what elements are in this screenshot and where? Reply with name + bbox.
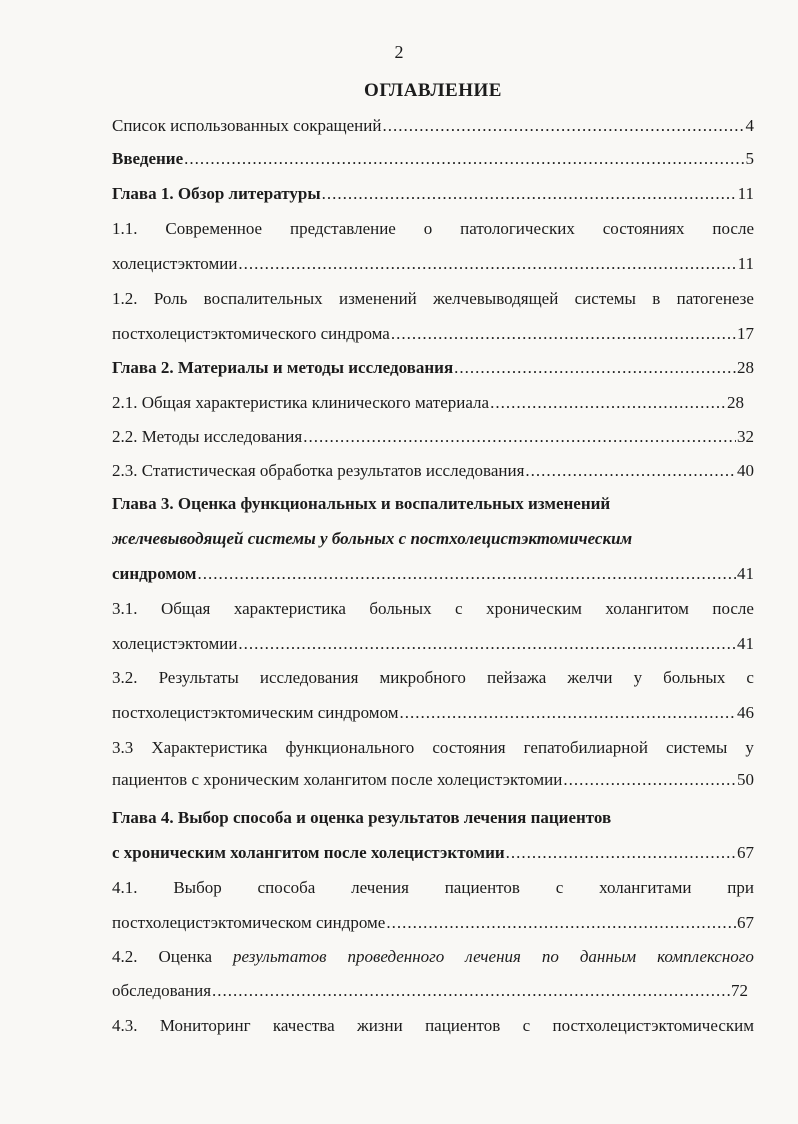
page-number: 2: [394, 42, 404, 62]
toc-entry-1-1-line1[interactable]: 1.1. Современное представление о патологических состояниях после: [112, 219, 754, 238]
toc-title: ОГЛАВЛЕНИЕ: [364, 80, 502, 101]
toc-entry-3-1-line2[interactable]: холецистэктомии ..... 41: [112, 629, 754, 659]
toc-entry-4-1-line1[interactable]: 4.1. Выбор способа лечения пациентов с холангитами при: [112, 878, 754, 897]
toc-entry-2-1[interactable]: 2.1. Общая характеристика клинического материала ..... 28: [112, 388, 744, 418]
toc-entry-1-1-line2[interactable]: холецистэктомии ..... 11: [112, 249, 754, 279]
toc-entry-4-1-line2[interactable]: постхолецистэктомическом синдроме ..... 67: [112, 908, 754, 938]
toc-entry-4-3-line1[interactable]: 4.3. Мониторинг качества жизни пациентов с постхолецистэктомическим: [112, 1016, 754, 1035]
toc-entry-4-2-line1[interactable]: 4.2. Оценка результатов проведенного лечения по данным комплексного: [112, 947, 754, 966]
toc-entry-1-2-line1[interactable]: 1.2. Роль воспалительных изменений желчевыводящей системы в патогенезе: [112, 289, 754, 308]
toc-entry-2-3[interactable]: 2.3. Статистическая обработка результатов исследования ..... 40: [112, 456, 754, 486]
toc-entry-4-2-line2[interactable]: обследования ..... 72: [112, 976, 748, 1006]
toc-entry-introduction[interactable]: Введение ..... 5: [112, 144, 754, 174]
toc-entry-chapter-4-line2[interactable]: с хроническим холангитом после холецистэктомии ..... 67: [112, 838, 754, 868]
toc-entry-3-2-line1[interactable]: 3.2. Результаты исследования микробного пейзажа желчи у больных с: [112, 668, 754, 687]
toc-entry-3-1-line1[interactable]: 3.1. Общая характеристика больных с хроническим холангитом после: [112, 599, 754, 618]
toc-entry-chapter-4-line1[interactable]: Глава 4. Выбор способа и оценка результатов лечения пациентов: [112, 808, 612, 827]
toc-entry-chapter-3-line2[interactable]: желчевыводящей системы у больных с постхолецистэктомическим: [112, 529, 633, 548]
toc-entry-chapter-3-line1[interactable]: Глава 3. Оценка функциональных и воспалительных изменений: [112, 494, 611, 513]
toc-entry-2-2[interactable]: 2.2. Методы исследования ..... 32: [112, 422, 754, 452]
toc-entry-3-2-line2[interactable]: постхолецистэктомическим синдромом ..... 46: [112, 698, 754, 728]
toc-entry-abbreviations[interactable]: Список использованных сокращений ..... 4: [112, 111, 754, 141]
toc-entry-3-3-line2[interactable]: пациентов с хроническим холангитом после холецистэктомии ..... 50: [112, 765, 754, 795]
toc-entry-chapter-1[interactable]: Глава 1. Обзор литературы ..... 11: [112, 179, 754, 209]
toc-entry-chapter-3-line3[interactable]: синдромом ..... 41: [112, 559, 754, 589]
toc-entry-3-3-line1[interactable]: 3.3 Характеристика функционального состояния гепатобилиарной системы у: [112, 738, 754, 757]
toc-entry-chapter-2[interactable]: Глава 2. Материалы и методы исследования ..... 28: [112, 353, 754, 383]
toc-entry-1-2-line2[interactable]: постхолецистэктомического синдрома ..... 17: [112, 319, 754, 349]
